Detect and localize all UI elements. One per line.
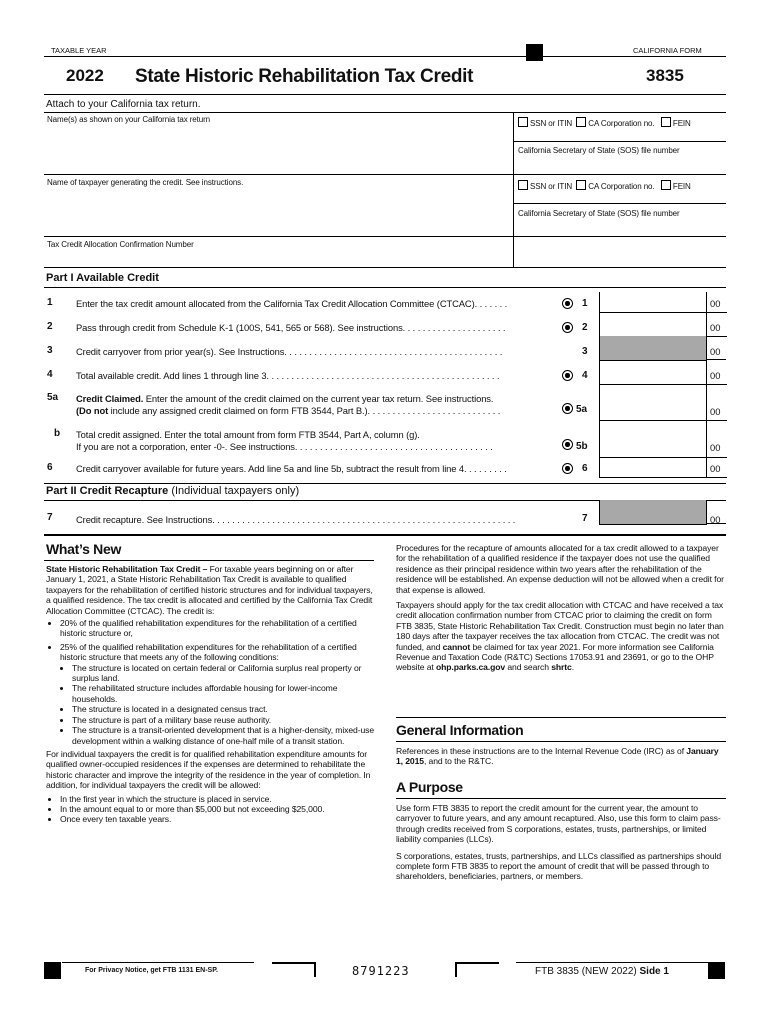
line-5b-text-2: If you are not a corporation, enter -0-. See instructions. . . . . . . . . . . . . . . . . . . . . . . . . . . . . . . . . . . . . . . .	[76, 441, 493, 452]
line-5b-amount[interactable]	[599, 420, 727, 458]
line-4-cents: 00	[710, 370, 721, 381]
confirmation-label: Tax Credit Allocation Confirmation Number	[47, 240, 194, 249]
ohp-link[interactable]: ohp.parks.ca.gov	[435, 662, 506, 673]
purpose-body	[396, 803, 726, 882]
line-5b-target-icon	[562, 439, 573, 450]
fein-checkbox-2[interactable]	[661, 180, 671, 190]
form-label: CALIFORNIA FORM	[633, 46, 702, 55]
registration-mark	[526, 44, 543, 61]
ca-corp-checkbox[interactable]	[576, 117, 586, 127]
line-6-text: Credit carryover available for future years. Add line 5a and line 5b, subtract the result from line 4. . . . . . . . .	[76, 463, 507, 474]
form-number: 3835	[646, 66, 684, 85]
right-column	[396, 543, 726, 673]
privacy-notice: For Privacy Notice, get FTB 1131 EN-SP.	[85, 967, 218, 974]
line-3-box: 3	[582, 346, 588, 357]
condition-first-year: • In the first year in which the structure is placed in service.	[60, 794, 376, 804]
line-1-target-icon	[562, 298, 573, 309]
whats-new-intro: State Historic Rehabilitation Tax Credit – For taxable years beginning on or after January 1, 2021, a State Historic Rehabilitation Tax Credit is available to qualified taxpayers for the rehabilitation of certified historic structures and for individual taxpayers, a qualified residence. The tax credit is allocated and certified by the California Tax Credit Allocation Committee (CTCAC). The credit is:	[46, 564, 373, 616]
line-1-amount[interactable]	[599, 292, 727, 313]
line-5b-cents: 00	[710, 442, 721, 453]
condition-surplus: • The structure is located on certain federal or California surplus real property or surplus land.	[72, 663, 376, 684]
line-5a-box: 5a	[576, 404, 588, 415]
line-6-cents: 00	[710, 463, 721, 474]
line-7-cents: 00	[710, 514, 721, 525]
line-1-cents: 00	[710, 298, 721, 309]
line-3-number: 3	[47, 345, 53, 356]
line-7-box: 7	[582, 513, 588, 524]
individual-taxpayers-paragraph: For individual taxpayers the credit is for qualified rehabilitation expenditure amounts for qualified owner-occupied residences if the expenses are determined to rehabilitate the historic character and improve the integrity of the residence in the year of completion. In addition, for individual taxpayers the credit will be allowed:	[46, 748, 371, 791]
tax-year-label: TAXABLE YEAR	[51, 46, 107, 55]
fein-checkbox[interactable]	[661, 117, 671, 127]
line-5a-amount[interactable]	[599, 384, 727, 421]
line-5a-target-icon	[562, 403, 573, 414]
ssn-checkbox[interactable]	[518, 117, 528, 127]
line-6-target-icon	[562, 463, 573, 474]
line-6-amount[interactable]	[599, 457, 727, 478]
line-2-target-icon	[562, 322, 573, 333]
condition-affordable: • The rehabilitated structure includes affordable housing for lower-income households.	[72, 683, 376, 704]
condition-amount: • In the amount equal to or more than $5,000 but not exceeding $25,000.	[60, 804, 376, 814]
purpose-paragraph-1: Use form FTB 3835 to report the credit amount for the current year, the amount to carryover to future years, and any amount recaptured. Also, use this form to claim pass-through credits received from S corporations, estates, trusts, partnerships, or limited liability companies (LLCs).	[396, 803, 721, 845]
line-6-box: 6	[582, 463, 588, 474]
ssn-checkbox-2[interactable]	[518, 180, 528, 190]
tax-year: 2022	[66, 66, 104, 85]
attach-instruction: Attach to your California tax return.	[46, 99, 201, 110]
condition-transit: • The structure is a transit-oriented development that is a higher-density, mixed-use development within a walking distance of one-half mile of a transit station.	[72, 725, 376, 746]
footer-bracket-2	[455, 962, 499, 977]
names-label: Name(s) as shown on your California tax return	[47, 115, 211, 124]
line-2-amount[interactable]	[599, 312, 727, 337]
bullet-20-percent: • 20% of the qualified rehabilitation expenditures for the rehabilitation of a certified historic structure or,	[60, 618, 376, 639]
part2-title: Part II Credit Recapture (Individual taxpayers only)	[46, 485, 300, 497]
condition-military: • The structure is part of a military base reuse authority.	[72, 715, 376, 725]
line-6-number: 6	[47, 462, 53, 473]
bullet-25-percent: • 25% of the qualified rehabilitation expenditures for the rehabilitation of a certified historic structure that meets any of the following conditions:	[60, 642, 376, 663]
line-5a-text: Credit Claimed. Enter the amount of the credit claimed on the current year tax return. See instructions.	[76, 393, 494, 404]
line-4-number: 4	[47, 369, 53, 380]
form-code: 8791223	[352, 964, 410, 978]
line-1-number: 1	[47, 297, 53, 308]
line-5b-text: Total credit assigned. Enter the total amount from form FTB 3544, Part A, column (g).	[76, 429, 420, 440]
sos-label: California Secretary of State (SOS) file number	[518, 146, 680, 155]
allocation-paragraph: Taxpayers should apply for the tax credit allocation with CTCAC and have received a tax credit allocation confirmation number from CTCAC prior to claiming the credit on form FTB 3835, State Historic Rehabilitation Tax Credit. Construction must begin no later than 180 days after the taxpayer receives the tax allocation from CTCAC. The credit was not funded, and cannot be claimed for tax year 2021. For more information see California Revenue and Taxation Code (R&TC) Sections 17053.91 and 23691, or go to the OHP website at ohp.parks.ca.gov and search shrtc.	[396, 600, 724, 673]
line-5a-text-2: (Do not include any assigned credit claimed on form FTB 3544, Part B.). . . . . . . . . . . . . . . . . . . . . . . . . . .	[76, 405, 501, 416]
line-2-box: 2	[582, 322, 588, 333]
general-info-text: References in these instructions are to the Internal Revenue Code (IRC) as of January 1, 2015, and to the R&TC.	[396, 746, 719, 767]
line-2-number: 2	[47, 321, 53, 332]
purpose-heading: A Purpose	[396, 779, 463, 795]
footer-mark-left	[44, 962, 61, 979]
general-info-heading: General Information	[396, 722, 524, 738]
line-2-text: Pass through credit from Schedule K-1 (100S, 541, 565 or 568). See instructions. . . . . . . . . . . . . . . . . . . . .	[76, 322, 506, 333]
line-4-box: 4	[582, 370, 588, 381]
line-5b-box: 5b	[576, 441, 588, 452]
condition-census: • The structure is located in a designated census tract.	[72, 704, 376, 714]
taxpayer-name-label: Name of taxpayer generating the credit. See instructions.	[47, 178, 244, 187]
line-4-text: Total available credit. Add lines 1 through line 3. . . . . . . . . . . . . . . . . . . . . . . . . . . . . . . . . . . . . . . . . . . . . . .	[76, 370, 500, 381]
form-side-label: FTB 3835 (NEW 2022) Side 1	[535, 966, 669, 977]
recapture-procedures: Procedures for the recapture of amounts allocated for a tax credit allowed to a taxpayer for the rehabilitation of a qualified residence if the taxpayer does not use the qualified residence as their principal residence within two years after the rehabilitation of the residence will be established. An expense deduction will not be allowed when a credit for that expense is allowed.	[396, 543, 724, 595]
line-1-box: 1	[582, 298, 588, 309]
whats-new-body	[46, 564, 376, 825]
footer-bracket-1	[272, 962, 316, 977]
footer-mark-right	[708, 962, 725, 979]
line-1-text: Enter the tax credit amount allocated from the California Tax Credit Allocation Committee (CTCAC). . . . . . .	[76, 298, 508, 309]
id-type-row-2: SSN or ITIN CA Corporation no. FEIN	[518, 180, 691, 191]
form-title: State Historic Rehabilitation Tax Credit	[135, 66, 474, 87]
whats-new-heading: What’s New	[46, 541, 122, 557]
ca-corp-checkbox-2[interactable]	[576, 180, 586, 190]
line-7-amount[interactable]	[599, 500, 707, 525]
sos-label-2: California Secretary of State (SOS) file number	[518, 209, 680, 218]
line-7-text: Credit recapture. See Instructions. . . . . . . . . . . . . . . . . . . . . . . . . . . . . . . . . . . . . . . . . . . . . . . . . . . . . . . . . . . . .	[76, 514, 516, 525]
line-5a-number: 5a	[47, 392, 59, 403]
line-5b-number: b	[54, 428, 61, 439]
line-4-amount[interactable]	[599, 360, 727, 385]
line-7-number: 7	[47, 512, 53, 523]
line-5a-cents: 00	[710, 406, 721, 417]
line-3-amount[interactable]	[599, 336, 707, 361]
purpose-paragraph-2: S corporations, estates, trusts, partnerships, and LLCs classified as partnerships should complete form FTB 3835 to report the amount of credit that will be passed through to shareholders, beneficiaries, partners, or members.	[396, 850, 721, 882]
line-2-cents: 00	[710, 322, 721, 333]
line-4-target-icon	[562, 370, 573, 381]
part1-title: Part I Available Credit	[46, 272, 159, 284]
id-type-row-1: SSN or ITIN CA Corporation no. FEIN	[518, 117, 691, 128]
line-3-cents: 00	[710, 346, 721, 357]
condition-ten-years: • Once every ten taxable years.	[60, 814, 376, 824]
line-3-text: Credit carryover from prior year(s). See Instructions. . . . . . . . . . . . . . . . . . . . . . . . . . . . . . . . . . . . . . . . . . . .	[76, 346, 503, 357]
